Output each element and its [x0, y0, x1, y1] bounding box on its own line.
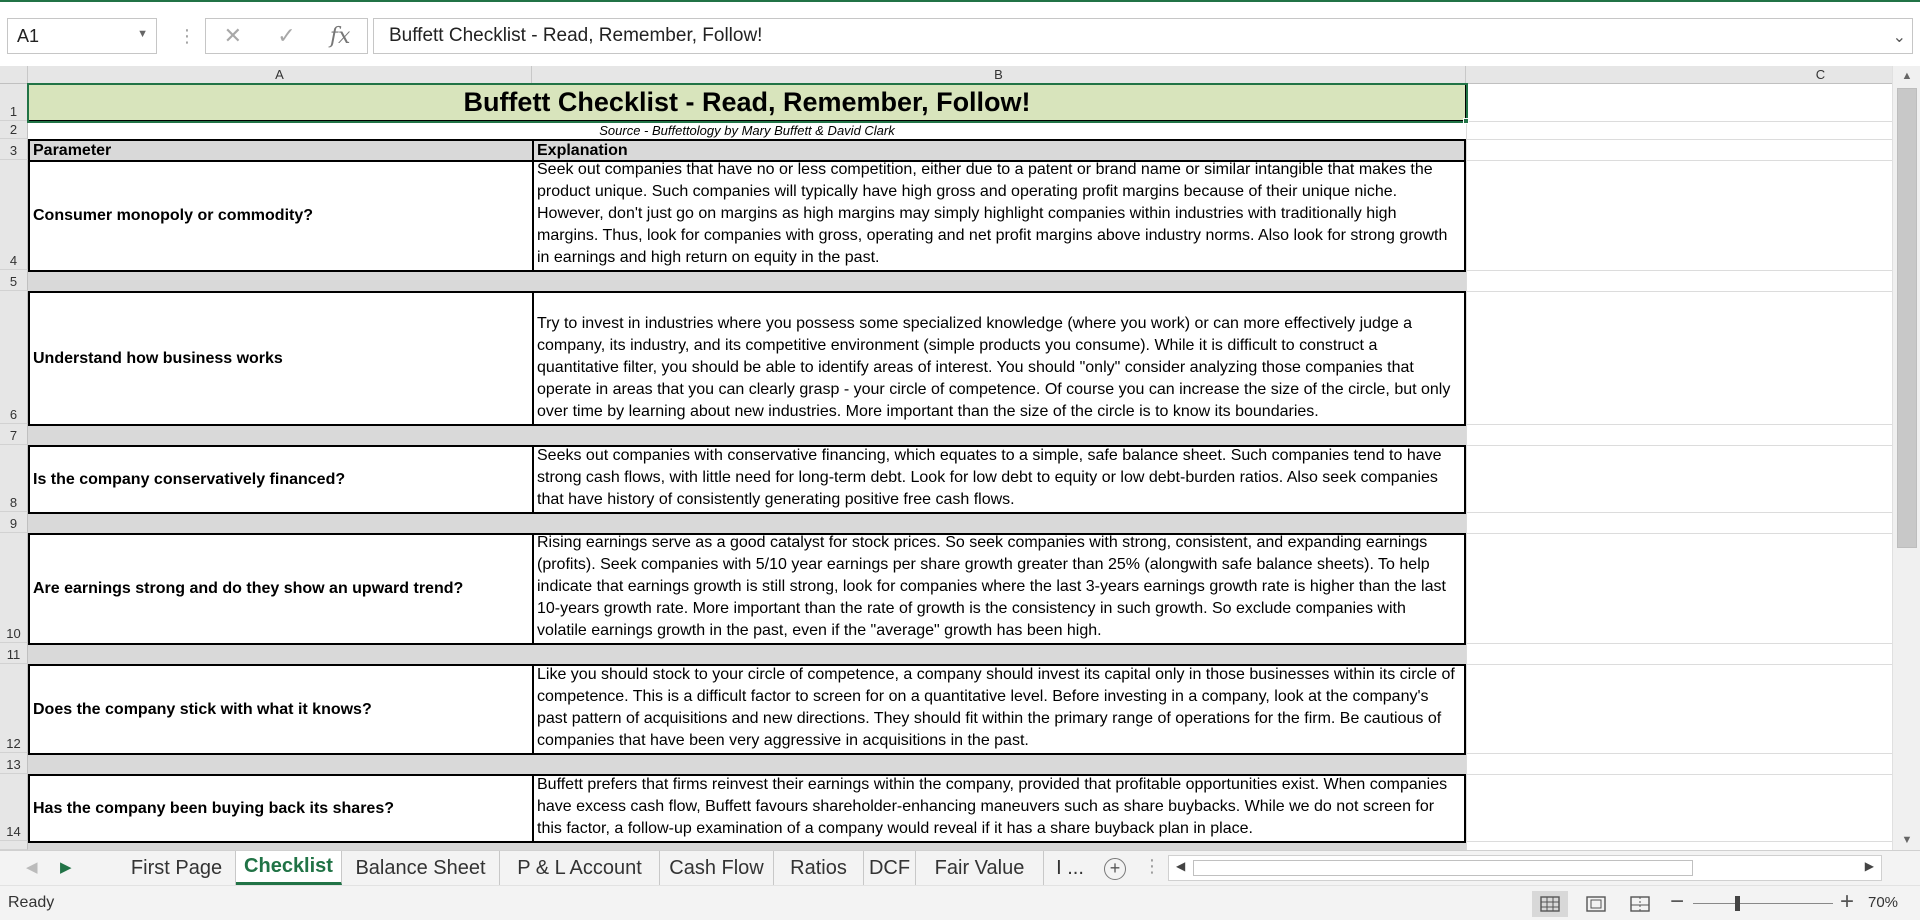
explanation-text: Seek out companies that have no or less competition, either due to a patent or brand name or similar intangible that makes the product unique. Such companies will typically have high gross and operating profit margins because of their unique niche. However, don't just go on margins as high margins may simply highlight companies within industries with traditionally high margins. Thus, look for companies with gross, operating and net profit margins above industry norms. Also look for strong growth in earnings and high return on equity in the past. — [537, 161, 1448, 266]
tab-scroll-left-icon[interactable]: ◀ — [26, 859, 38, 876]
name-box-dropdown-icon[interactable]: ▼ — [137, 28, 148, 40]
parameter-cell[interactable]: Is the company conservatively financed? — [28, 445, 532, 514]
status-text: Ready — [8, 894, 55, 911]
formula-bar — [0, 0, 1920, 66]
parameter-cell[interactable]: Understand how business works — [28, 291, 532, 426]
formula-value: Buffett Checklist - Read, Remember, Follow! — [389, 25, 763, 46]
zoom-out-icon[interactable]: − — [1670, 888, 1685, 915]
row-header-2[interactable]: 2 — [0, 121, 28, 139]
formula-buttons — [205, 18, 368, 54]
row-header-1[interactable]: 1 — [0, 84, 28, 121]
explanation-cell[interactable] — [532, 664, 1466, 755]
explanation-text: Rising earnings serve as a good catalyst for stock prices. So seek companies with strong, consistent, and expanding earnings (profits). Seek companies with 5/10 year earnings per share growth greater than 25% (alongwith safe balance sheets). To help indicate that earnings growth is still strong, look for companies where the last 3-years earnings growth rate is higher than the last 10-years growth rate. More important than the rate of growth is the consistency in such growth. So exclude companies with volatile earnings growth in the past, even if the "average" growth has been high. — [537, 534, 1446, 639]
separator-row[interactable] — [28, 843, 1466, 850]
expand-formula-chevron-down-icon[interactable]: ⌄ — [1892, 29, 1906, 46]
explanation-text: Seeks out companies with conservative financing, which equates to a simple, safe balance sheet. Such companies tend to have strong cash flows, with little need for long-term debt. Look for low debt to equity or low debt-burden ratios. Also seek companies that have history of consistently generating positive free cash flows. — [537, 447, 1442, 508]
parameter-header-cell[interactable]: Parameter — [28, 139, 534, 162]
column-header-b[interactable]: B — [532, 66, 1466, 84]
zoom-level[interactable]: 70% — [1868, 894, 1899, 911]
explanation-header-cell[interactable]: Explanation — [532, 139, 1466, 162]
separator-row[interactable] — [28, 272, 1466, 291]
explanation-cell[interactable] — [532, 774, 1466, 843]
active-cell-selection — [27, 83, 1468, 123]
column-header-c[interactable]: C — [1466, 66, 1892, 84]
sheet-title: Buffett Checklist - Read, Remember, Follow! — [463, 87, 1031, 117]
tab-more[interactable]: I ... — [1056, 856, 1084, 879]
scroll-right-icon[interactable]: ▶ — [1864, 859, 1874, 873]
row-header-5[interactable]: 5 — [0, 270, 28, 291]
explanation-cell[interactable] — [532, 291, 1466, 426]
zoom-slider[interactable] — [1693, 903, 1833, 904]
explanation-text: Try to invest in industries where you possess some specialized knowledge (where you work) or can more effectively judge a company, its industry, and its competitive environment (simple products you consume). While it is difficult to construct a quantitative filter, you should be able to identify areas of interest. You should "only" consider analyzing those companies that operate in areas that you can clearly grasp - your circle of competence. Of course you can increase the size of the circle, but only over time by learning about new industries. More important than the size of the circle is to know its boundaries. — [537, 315, 1451, 420]
row-header-15[interactable] — [0, 841, 28, 850]
separator-row[interactable] — [28, 514, 1466, 533]
explanation-cell[interactable] — [532, 445, 1466, 514]
normal-view-icon[interactable] — [1532, 891, 1568, 917]
separator-row[interactable] — [28, 645, 1466, 664]
tab-fair-value[interactable]: Fair Value — [916, 851, 1044, 885]
separator-row[interactable] — [28, 755, 1466, 774]
source-text: Source - Buffettology by Mary Buffett & David Clark — [599, 122, 895, 138]
row-header-4[interactable]: 4 — [0, 160, 28, 270]
explanation-text: Buffett prefers that firms reinvest their earnings within the company, provided that profitable opportunities exist. When companies have excess cash flow, Buffett favours shareholder-enhancing maneuvers such as share buybacks. While we do not screen for this factor, a follow-up examination of a company would reveal if it has a share buyback plan in place. — [537, 776, 1448, 837]
source-cell[interactable] — [28, 121, 1466, 139]
zoom-slider-thumb[interactable] — [1735, 896, 1740, 911]
row-header-13[interactable]: 13 — [0, 753, 28, 774]
horizontal-scroll-thumb[interactable] — [1193, 860, 1693, 876]
tab-first-page[interactable]: First Page — [118, 851, 236, 885]
row-header-8[interactable]: 8 — [0, 445, 28, 512]
row-header-10[interactable]: 10 — [0, 533, 28, 643]
tab-scroll-right-icon[interactable]: ▶ — [60, 859, 72, 876]
fx-icon[interactable]: fx — [329, 23, 351, 49]
tab-dcf[interactable]: DCF — [864, 851, 916, 885]
vertical-scrollbar[interactable] — [1892, 66, 1920, 850]
parameter-cell[interactable]: Has the company been buying back its shares? — [28, 774, 532, 843]
name-box[interactable] — [7, 18, 157, 54]
horizontal-scrollbar[interactable] — [1168, 855, 1882, 881]
row-header-12[interactable]: 12 — [0, 664, 28, 753]
select-all-corner[interactable] — [0, 66, 28, 84]
explanation-cell[interactable] — [532, 160, 1466, 272]
formula-bar-grip-icon[interactable]: ⋮ — [178, 26, 196, 46]
status-bar — [0, 885, 1920, 920]
formula-input[interactable] — [373, 18, 1913, 54]
tab-balance-sheet[interactable]: Balance Sheet — [342, 851, 500, 885]
row-header-9[interactable]: 9 — [0, 512, 28, 533]
row-header-7[interactable]: 7 — [0, 424, 28, 445]
explanation-text: Like you should stock to your circle of competence, a company should invest its capital only in those businesses within its circle of competence. This is a difficult factor to screen for on a quantitative level. Before investing in a company, look at the company's past pattern of acquisitions and new directions. They should fit within the primary range of operations for the firm. Be cautious of companies that have been very aggressive in acquisitions in the past. — [537, 666, 1455, 749]
tab-checklist[interactable]: Checklist — [236, 851, 342, 885]
tab-ratios[interactable]: Ratios — [774, 851, 864, 885]
scroll-up-icon[interactable]: ▲ — [1901, 70, 1913, 82]
scroll-left-icon[interactable]: ◀ — [1176, 859, 1186, 873]
parameter-cell[interactable]: Are earnings strong and do they show an upward trend? — [28, 533, 532, 645]
name-box-value: A1 — [17, 25, 40, 46]
tab-p-and-l-account[interactable]: P & L Account — [500, 851, 660, 885]
plus-circle-icon[interactable]: + — [1104, 858, 1126, 880]
parameter-cell[interactable]: Consumer monopoly or commodity? — [28, 160, 532, 272]
cancel-icon[interactable]: ✕ — [223, 23, 243, 48]
tab-cash-flow[interactable]: Cash Flow — [660, 851, 774, 885]
row-header-11[interactable]: 11 — [0, 643, 28, 664]
worksheet-grid[interactable] — [0, 66, 1892, 850]
column-header-a[interactable]: A — [28, 66, 532, 84]
enter-icon[interactable]: ✓ — [277, 23, 296, 48]
parameter-cell[interactable]: Does the company stick with what it knows? — [28, 664, 532, 755]
page-layout-icon[interactable] — [1578, 891, 1614, 917]
scroll-down-icon[interactable]: ▼ — [1901, 834, 1913, 846]
zoom-in-icon[interactable]: + — [1840, 888, 1855, 915]
row-header-3[interactable]: 3 — [0, 139, 28, 160]
tab-split-grip-icon[interactable]: ⋮ — [1143, 856, 1161, 876]
row-header-14[interactable]: 14 — [0, 774, 28, 841]
row-header-6[interactable]: 6 — [0, 291, 28, 424]
separator-row[interactable] — [28, 426, 1466, 445]
vertical-scroll-thumb[interactable] — [1897, 88, 1917, 548]
sheet-tab-bar — [0, 850, 1920, 885]
page-break-icon[interactable] — [1622, 891, 1658, 917]
explanation-cell[interactable] — [532, 533, 1466, 645]
